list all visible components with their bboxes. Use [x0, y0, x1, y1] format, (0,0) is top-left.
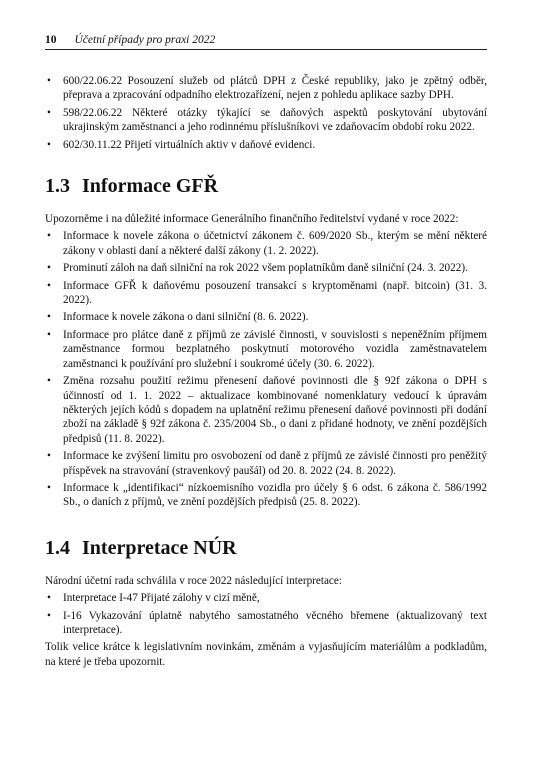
list-item-text: Prominutí záloh na daň silniční na rok 2022 všem poplatníkům daně silniční (24. 3. 2022).: [63, 262, 468, 275]
list-item-text: Informace GFŘ k daňovému posouzení transakcí s kryptoměnami (např. bitcoin) (31. 3. 2022).: [63, 279, 487, 307]
running-header: [45, 34, 487, 50]
bullet-icon: •: [47, 262, 51, 275]
bullet-icon: •: [47, 279, 51, 292]
list-item: [45, 609, 487, 638]
list-item-text: Informace k novele zákona o účetnictví zákonem č. 609/2020 Sb., kterým se mění některé zákony v oblasti daní a některé další zákony (1. 2. 2022).: [63, 230, 487, 257]
list-item: [45, 310, 487, 324]
list-item-text: Informace ke zvýšení limitu pro osvobození od daně z příjmů ze závislé činnosti pro peněžitý příspěvek na stravování (stravenkový paušál) od 20. 8. 2022 (24. 8. 2022).: [63, 450, 487, 477]
list-item: [45, 374, 487, 446]
section-number: 1.4: [45, 536, 70, 559]
list-item: [45, 591, 487, 605]
list-item: [45, 261, 487, 275]
list-item: [45, 138, 487, 152]
section-title: Interpretace NÚR: [82, 536, 237, 559]
list-item: [45, 74, 487, 103]
section-number: 1.3: [45, 175, 70, 198]
bullet-icon: •: [47, 592, 51, 605]
ruling-list: [45, 74, 487, 152]
list-item: [45, 106, 487, 135]
bullet-icon: •: [47, 106, 51, 119]
section-intro: Národní účetní rada schválila v roce 2022 následující interpretace:: [45, 574, 342, 587]
list-item: [45, 449, 487, 478]
list-item-text: 600/22.06.22 Posouzení služeb od plátců DPH z České republiky, jako je zpětný odběr, přeprava a zpracování odpadního elektrozařízení, nejen z pohledu aplikace sazby DPH.: [63, 75, 487, 102]
gfr-information-list: [45, 229, 487, 509]
list-item-text: Informace pro plátce daně z příjmů ze závislé činnosti, v souvislosti s nepeněžním příjmem zaměstnance formou bezplatného poskytnutí motorového vozidla zaměstnavatelem zaměstnanci k používání pro služební i soukromé účely (30. 6. 2022).: [63, 328, 487, 370]
list-item: [45, 229, 487, 258]
list-item-text: Informace k novele zákona o dani silniční (8. 6. 2022).: [63, 311, 309, 324]
list-item-text: 598/22.06.22 Některé otázky týkající se daňových aspektů poskytování ubytování ukrajinským zaměstnanci a jeho rodinnému příslušníkovi ve zdaňovacím období roku 2022.: [63, 106, 487, 134]
list-item-text: 602/30.11.22 Přijetí virtuálních aktiv v daňové evidenci.: [63, 138, 316, 151]
bullet-icon: •: [47, 481, 51, 494]
bullet-icon: •: [47, 75, 51, 87]
bullet-icon: •: [47, 609, 51, 622]
running-title: Účetní případy pro praxi 2022: [74, 34, 216, 46]
bullet-icon: •: [47, 311, 51, 324]
nur-interpretation-list: [45, 591, 487, 637]
list-item: [45, 328, 487, 371]
closing-paragraph: Tolik velice krátce k legislativním novinkám, změnám a vyjasňujícím materiálům a podkladům, na které je třeba upozornit.: [45, 641, 487, 668]
bullet-icon: •: [47, 138, 51, 151]
section-heading-1-4: [45, 536, 487, 560]
document-page: [45, 34, 487, 669]
list-item-text: Změna rozsahu použití režimu přenesení daňové povinnosti dle § 92f zákona o DPH s účinností od 1. 1. 2022 – aktualizace kombinované nomenklatury vedoucí k úpravám některých jejích kódů s dopadem na uplatnění režimu přenesení daňové povinnosti při dodání zboží na základě § 92f zákona č. 235/2004 Sb., o dani z přidané hodnoty, ve znění pozdějších předpisů (11. 8. 2022).: [63, 375, 487, 445]
list-item: [45, 481, 487, 510]
section-title: Informace GFŘ: [82, 175, 219, 198]
section-intro: Upozorněme i na důležité informace Generálního finančního ředitelství vydané v roce 2022:: [45, 213, 459, 226]
bullet-icon: •: [47, 375, 51, 388]
list-item-text: Interpretace I-47 Přijaté zálohy v cizí měně,: [63, 592, 260, 605]
list-item-text: I-16 Vykazování úplatně nabytého samostatného věcného břemene (aktualizovaný text interpretace).: [63, 609, 487, 636]
bullet-icon: •: [47, 328, 51, 341]
bullet-icon: •: [47, 230, 51, 243]
section-heading-1-3: [45, 174, 487, 198]
page-number: 10: [45, 34, 57, 46]
list-item-text: Informace k „identifikaci“ nízkoemisního vozidla pro účely § 6 odst. 6 zákona č. 586/1992 Sb., o daních z příjmů, ve znění pozdějších předpisů (25. 8. 2022).: [63, 481, 487, 509]
list-item: [45, 279, 487, 308]
bullet-icon: •: [47, 450, 51, 463]
